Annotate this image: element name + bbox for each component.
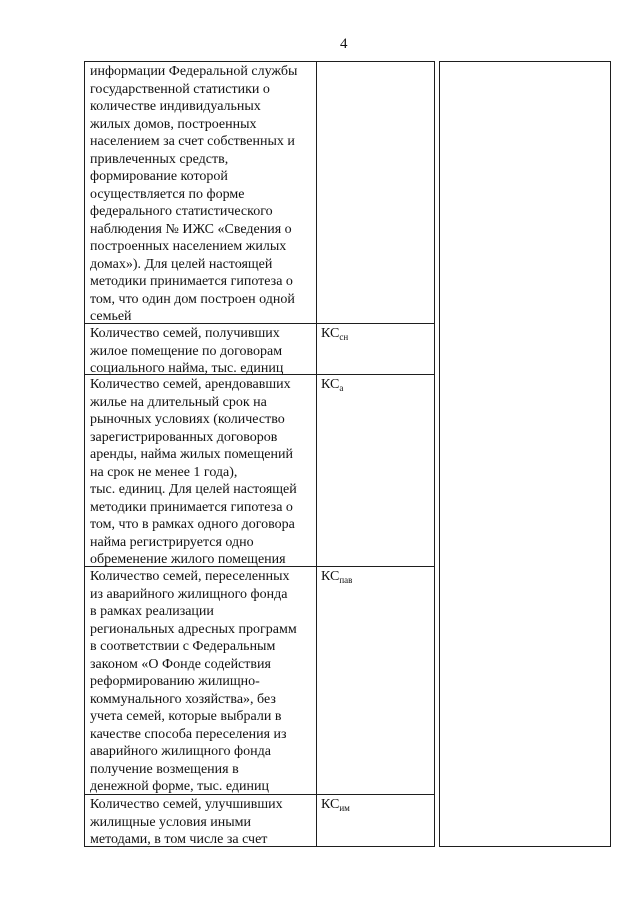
table-column-divider-double: [434, 61, 435, 847]
row-description: Количество семей, переселенных из аварийного жилищного фонда в рамках реализации региональных адресных программ в соответствии с Федеральным законом «О Фонде содействия реформированию жилищно- коммунального хозяйства», без учета семей, которые выбрали в качестве способа переселения из аварийного жилищного фонда получение возмещения в денежной форме, тыс. единиц: [90, 569, 297, 794]
symbol-subscript: пав: [339, 575, 353, 585]
row-description: Количество семей, получивших жилое помещение по договорам социального найма, тыс. единиц: [90, 326, 284, 376]
symbol-base: КС: [321, 569, 340, 584]
symbol-subscript: а: [339, 383, 344, 393]
symbol-base: КС: [321, 797, 340, 812]
row-symbol: [321, 568, 352, 586]
row-symbol: [321, 325, 348, 343]
column3-border-top: [439, 61, 611, 62]
symbol-base: КС: [321, 326, 340, 341]
table-column-divider: [316, 61, 317, 847]
table-border-left: [84, 61, 85, 847]
row-symbol: [321, 796, 350, 814]
table-border-right: [610, 61, 611, 847]
row-description: Количество семей, арендовавших жилье на длительный срок на рыночных условиях (количество зарегистрированных договоров аренды, найма жилых помещений на срок не менее 1 года), тыс. единиц. Для целей настоящей методики принимается гипотеза о том, что в рамках одного договора найма регистрируется одно обременение жилого помещения: [90, 377, 297, 567]
symbol-subscript: сн: [339, 332, 349, 342]
column3-border-bottom: [439, 846, 611, 847]
row-symbol: [321, 376, 343, 394]
symbol-subscript: им: [339, 803, 350, 813]
row-description: Количество семей, улучшивших жилищные условия иными методами, в том числе за счет: [90, 797, 283, 847]
row-description: информации Федеральной службы государственной статистики о количестве индивидуальных жилых домов, построенных населением за счет собственных и привлеченных средств, формирование которой осуществляется по форме федерального статистического наблюдения № ИЖС «Сведения о построенных населением жилых домах»). Для целей настоящей методики принимается гипотеза о том, что один дом построен одной семьей: [90, 64, 298, 324]
symbol-base: КС: [321, 377, 340, 392]
table-column-divider-double: [439, 61, 440, 847]
table-border-top: [84, 61, 434, 62]
page-number: 4: [340, 36, 348, 52]
indicator-table: [84, 61, 611, 847]
